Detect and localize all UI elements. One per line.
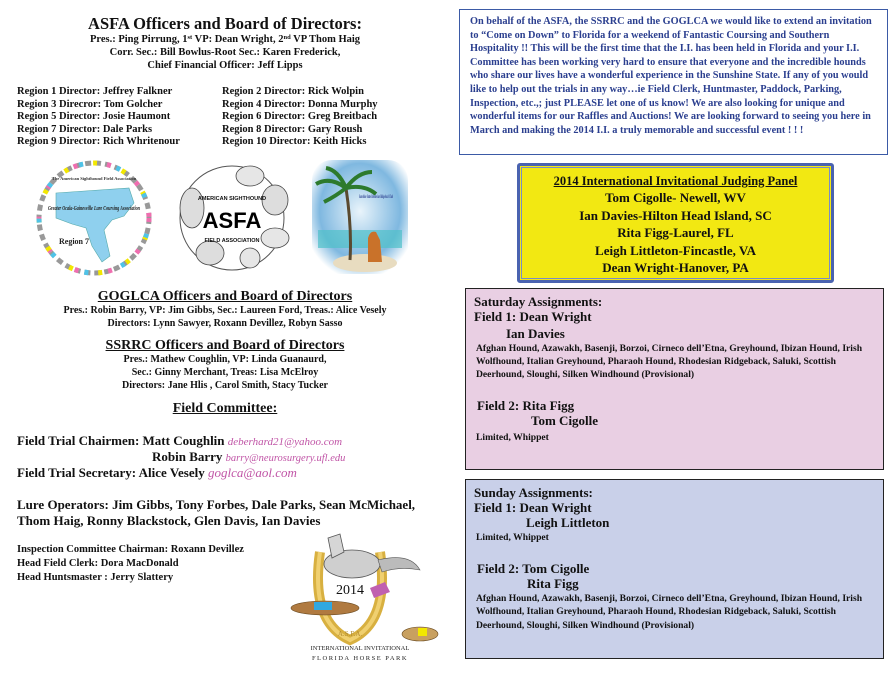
sunday-field1-label: Field 1: Dean Wright (474, 500, 592, 515)
secretary-label: Field Trial Secretary: Alice Vesely (17, 465, 208, 480)
region-director: Region 3 Direcror: Tom Golcher (17, 98, 163, 110)
sunday-field2-label: Field 2: Tom Cigolle (477, 561, 590, 577)
asfa-secretary-line: Corr. Sec.: Bill Bowlus-Root Sec.: Karen Frederick, (109, 47, 341, 58)
goglca-logo-name: Greater Ocala-Gainesville Lure Coursing Association (48, 206, 141, 212)
lure-operators-line-2: Thom Haig, Ronny Blackstock, Glen Davis, Ian Davies (17, 513, 321, 528)
asfa-officers-title: ASFA Officers and Board of Directors: (88, 14, 362, 33)
sunday-field2-judge2: Rita Figg (527, 576, 579, 592)
asfa-logo (170, 158, 295, 278)
region-director: Region 1 Director: Jeffrey Falkner (17, 86, 173, 97)
judging-panel-box (517, 163, 834, 283)
ii-logo-line1: INTERNATIONAL INVITATIONAL (310, 645, 410, 652)
asfa-vp2-text: VP Thom Haig (290, 34, 361, 45)
judge-entry: Ian Davies-Hilton Head Island, SC (579, 207, 772, 223)
saturday-field2-breeds: Limited, Whippet (476, 431, 549, 443)
judge-entry: Dean Wright-Hanover, PA (602, 260, 749, 275)
ii-logo-year: 2014 (336, 583, 364, 598)
invitation-text: On behalf of the ASFA, the SSRRC and the GOGLCA we would like to extend an invitation to “Come on Down” to Florida for a weekend of Fantastic Coursing and Southern Hospitality !! This will be the first time that the I.I. has been held in Florida and your I.I. Committee has been working very hard to ensure that everyone and the incredible hounds who share our lives have a wonderful experience in the Sunshine State. If any of you would like to help out the trials in any way…ie Field Clerk, Huntmaster, Paddock, Parking, Inspection, etc.,; just PLEASE let one of us know! We are also looking for unique and wonderful items for our Raffles and Auctions! We are looking forward to seeing you here in March and making the 2014 I.I. a truly memorable and successful event ! ! ! (470, 16, 872, 136)
saturday-field2-judge2: Tom Cigolle (531, 412, 599, 428)
asfa-vp1-text: VP: Dean Wright, 2 (192, 34, 284, 45)
asfa-president-line (0, 34, 450, 45)
ssrrc-officers-title: SSRRC Officers and Board of Directors (105, 338, 345, 353)
ssrrc-logo-name: Sunshine State Rhodesian Ridgeback Club (359, 195, 394, 200)
ordinal-nd: nd (283, 34, 291, 41)
secretary-email-link[interactable]: goglca@aol.com (208, 465, 297, 480)
ssrrc-logo (310, 158, 410, 276)
region-directors-right (222, 86, 427, 149)
asfa-logo-ring-top: AMERICAN SIGHTHOUND (197, 196, 267, 202)
saturday-field1-judge2: Ian Davies (506, 326, 565, 341)
chair-label: Field Trial Chairmen: Matt Coughlin (17, 433, 228, 448)
region-director: Region 4 Director: Donna Murphy (222, 98, 378, 110)
region-director: Region 5 Director: Josie Haumont (17, 111, 171, 123)
asfa-cfo-line: Chief Financial Officer: Jeff Lipps (147, 60, 303, 71)
head-field-clerk: Head Field Clerk: Dora MacDonald (17, 558, 179, 569)
inspection-chairman: Inspection Committee Chairman: Roxann Devillez (17, 544, 244, 555)
international-invitational-logo (270, 522, 450, 672)
sunday-field2-breeds: Afghan Hound, Azawakh, Basenji, Borzoi, Cirneco dell’Etna, Greyhound, Ibizan Hound, Irish Wolfhound, Italian Greyhound, Pharaoh Hound, Rhodesian Ridgeback, Saluki, Scottish Deerhound, Sloughi, Silken Windhound (Provisional) (476, 593, 863, 631)
field-trial-secretary (17, 465, 297, 481)
field-trial-chair-2 (152, 449, 345, 465)
ii-logo-org: A.S.F.A. (337, 630, 363, 638)
saturday-title: Saturday Assignments: (474, 294, 603, 309)
region-directors-left (17, 86, 222, 149)
region-director: Region 9 Director: Rich Whritenour (17, 136, 180, 148)
asfa-logo-ring-bottom: FIELD ASSOCIATION (204, 238, 260, 244)
field-trial-chairmen (17, 433, 342, 449)
goglca-directors-line: Directors: Lynn Sawyer, Roxann Devillez, Robyn Sasso (107, 318, 343, 329)
head-huntsmaster: Head Huntsmaster : Jerry Slattery (17, 572, 174, 583)
goglca-officers-title: GOGLCA Officers and Board of Directors (97, 289, 353, 304)
field-committee-title: Field Committee: (172, 401, 278, 416)
judge-entry: Tom Cigolle- Newell, WV (605, 190, 746, 205)
region-director: Region 6 Director: Greg Breitbach (222, 111, 378, 123)
region-director: Region 2 Director: Rick Wolpin (222, 86, 364, 97)
region-director: Region 10 Director: Keith Hicks (222, 136, 367, 148)
sunday-field1-breeds: Limited, Whippet (476, 532, 549, 543)
asfa-pres-text: Pres.: Ping Pirrung, 1 (89, 34, 188, 45)
goglca-officers-line: Pres.: Robin Barry, VP: Jim Gibbs, Sec.: Laureen Ford, Treas.: Alice Vesely (63, 305, 387, 316)
ssrrc-directors-line: Directors: Jane Hlis , Carol Smith, Stacy Tucker (121, 380, 328, 391)
ordinal-st: st (187, 34, 193, 41)
invitation-box (459, 9, 888, 155)
judging-panel-title: 2014 International Invitational Judging Panel (553, 174, 798, 188)
sunday-title: Sunday Assignments: (474, 485, 593, 500)
lure-operators-line: Lure Operators: Jim Gibbs, Tony Forbes, Dale Parks, Sean McMichael, (17, 497, 416, 512)
chair2-email-link[interactable]: barry@neurosurgery.ufl.edu (225, 453, 346, 464)
ssrrc-president-line: Pres.: Mathew Coughlin, VP: Linda Guanaurd, (123, 354, 327, 365)
judge-entry: Rita Figg-Laurel, FL (617, 225, 734, 240)
ssrrc-secretary-line: Sec.: Ginny Merchant, Treas: Lisa McElroy (131, 367, 319, 378)
goglca-logo (34, 158, 154, 278)
sunday-field1-judge2: Leigh Littleton (526, 515, 610, 530)
sunday-assignments-box (465, 479, 884, 659)
region-director: Region 8 Director: Gary Roush (222, 123, 363, 135)
goglca-logo-region: Region 7 (59, 237, 89, 246)
chair2-name: Robin Barry (152, 449, 226, 464)
goglca-logo-top-text: The American Sighthound Field Association (51, 176, 137, 181)
asfa-logo-center: ASFA (202, 208, 262, 233)
region-director: Region 7 Director: Dale Parks (17, 123, 153, 135)
judge-entry: Leigh Littleton-Fincastle, VA (595, 242, 756, 258)
saturday-field2-label: Field 2: Rita Figg (477, 397, 575, 413)
ii-logo-line2: FLORIDA HORSE PARK (311, 655, 409, 662)
chair1-email-link[interactable]: deberhard21@yahoo.com (227, 436, 343, 448)
saturday-field1-label: Field 1: Dean Wright (474, 309, 592, 324)
saturday-field1-breeds: Afghan Hound, Azawakh, Basenji, Borzoi, Cirneco dell’Etna, Greyhound, Ibizan Hound, Irish Wolfhound, Italian Greyhound, Pharaoh Hound, Rhodesian Ridgeback, Saluki, Scottish Deerhound, Sloughi, Silken Windhound (Provisional) (476, 343, 863, 381)
saturday-assignments-box (465, 288, 884, 470)
logos-row (30, 158, 420, 280)
